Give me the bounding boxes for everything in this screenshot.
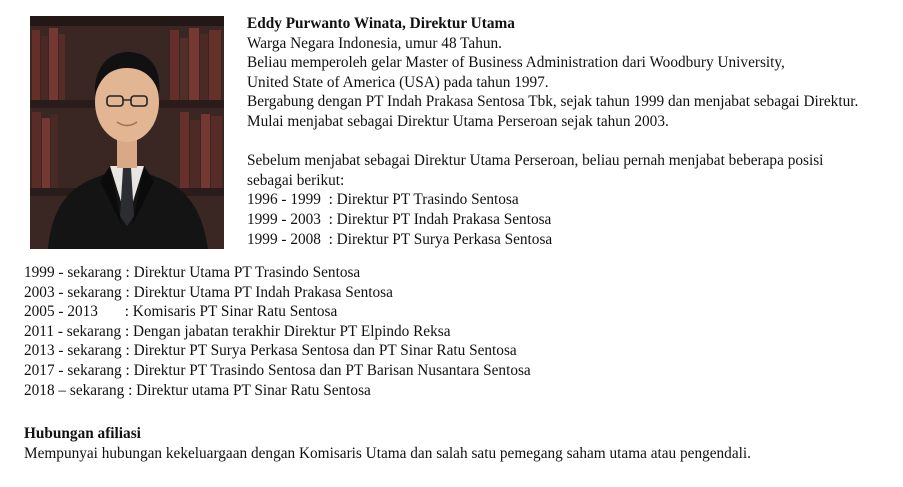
affiliation-section <box>24 424 894 463</box>
current-position-item: 1999 - sekarang : Direktur Utama PT Trasindo Sentosa <box>24 264 361 281</box>
bio-line: United State of America (USA) pada tahun 1997. <box>247 73 549 91</box>
prior-position-item: 1999 - 2008 : Direktur PT Surya Perkasa Sentosa <box>247 230 553 248</box>
bio-line: Mulai menjabat sebagai Direktur Utama Perseroan sejak tahun 2003. <box>247 112 669 130</box>
bio-line: Warga Negara Indonesia, umur 48 Tahun. <box>247 34 502 52</box>
current-position-item: 2017 - sekarang : Direktur PT Trasindo Sentosa dan PT Barisan Nusantara Sentosa <box>24 361 531 379</box>
affiliation-text: Mempunyai hubungan kekeluargaan dengan Komisaris Utama dan salah satu pemegang saham utama atau pengendali. <box>24 444 751 462</box>
prior-intro-line: Sebelum menjabat sebagai Direktur Utama Perseroan, beliau pernah menjabat beberapa posisi <box>247 152 824 170</box>
current-position-item: 2011 - sekarang : Dengan jabatan terakhir Direktur PT Elpindo Reksa <box>24 322 451 340</box>
prior-position-item: 1999 - 2003 : Direktur PT Indah Prakasa Sentosa <box>247 210 552 228</box>
current-position-item: 2003 - sekarang : Direktur Utama PT Indah Prakasa Sentosa <box>24 283 393 301</box>
bio-line: Beliau memperoleh gelar Master of Business Administration dari Woodbury University, <box>247 54 785 72</box>
current-position-item: 2013 - sekarang : Direktur PT Surya Perkasa Sentosa dan PT Sinar Ratu Sentosa <box>24 342 517 360</box>
director-name-title: Eddy Purwanto Winata, Direktur Utama <box>247 15 515 32</box>
bio-line: Bergabung dengan PT Indah Prakasa Sentosa Tbk, sejak tahun 1999 dan menjabat sebagai Direktur. <box>247 93 859 111</box>
paragraph-spacer <box>247 132 897 152</box>
current-positions-list <box>24 263 894 400</box>
current-position-item: 2005 - 2013 : Komisaris PT Sinar Ratu Sentosa <box>24 303 338 321</box>
portrait-photo <box>30 16 224 249</box>
affiliation-title: Hubungan afiliasi <box>24 425 141 442</box>
director-profile <box>247 14 897 249</box>
current-position-item: 2018 – sekarang : Direktur utama PT Sinar Ratu Sentosa <box>24 381 371 399</box>
prior-position-item: 1996 - 1999 : Direktur PT Trasindo Sentosa <box>247 191 519 209</box>
prior-intro-line: sebagai berikut: <box>247 171 345 189</box>
portrait-illustration <box>30 16 224 249</box>
